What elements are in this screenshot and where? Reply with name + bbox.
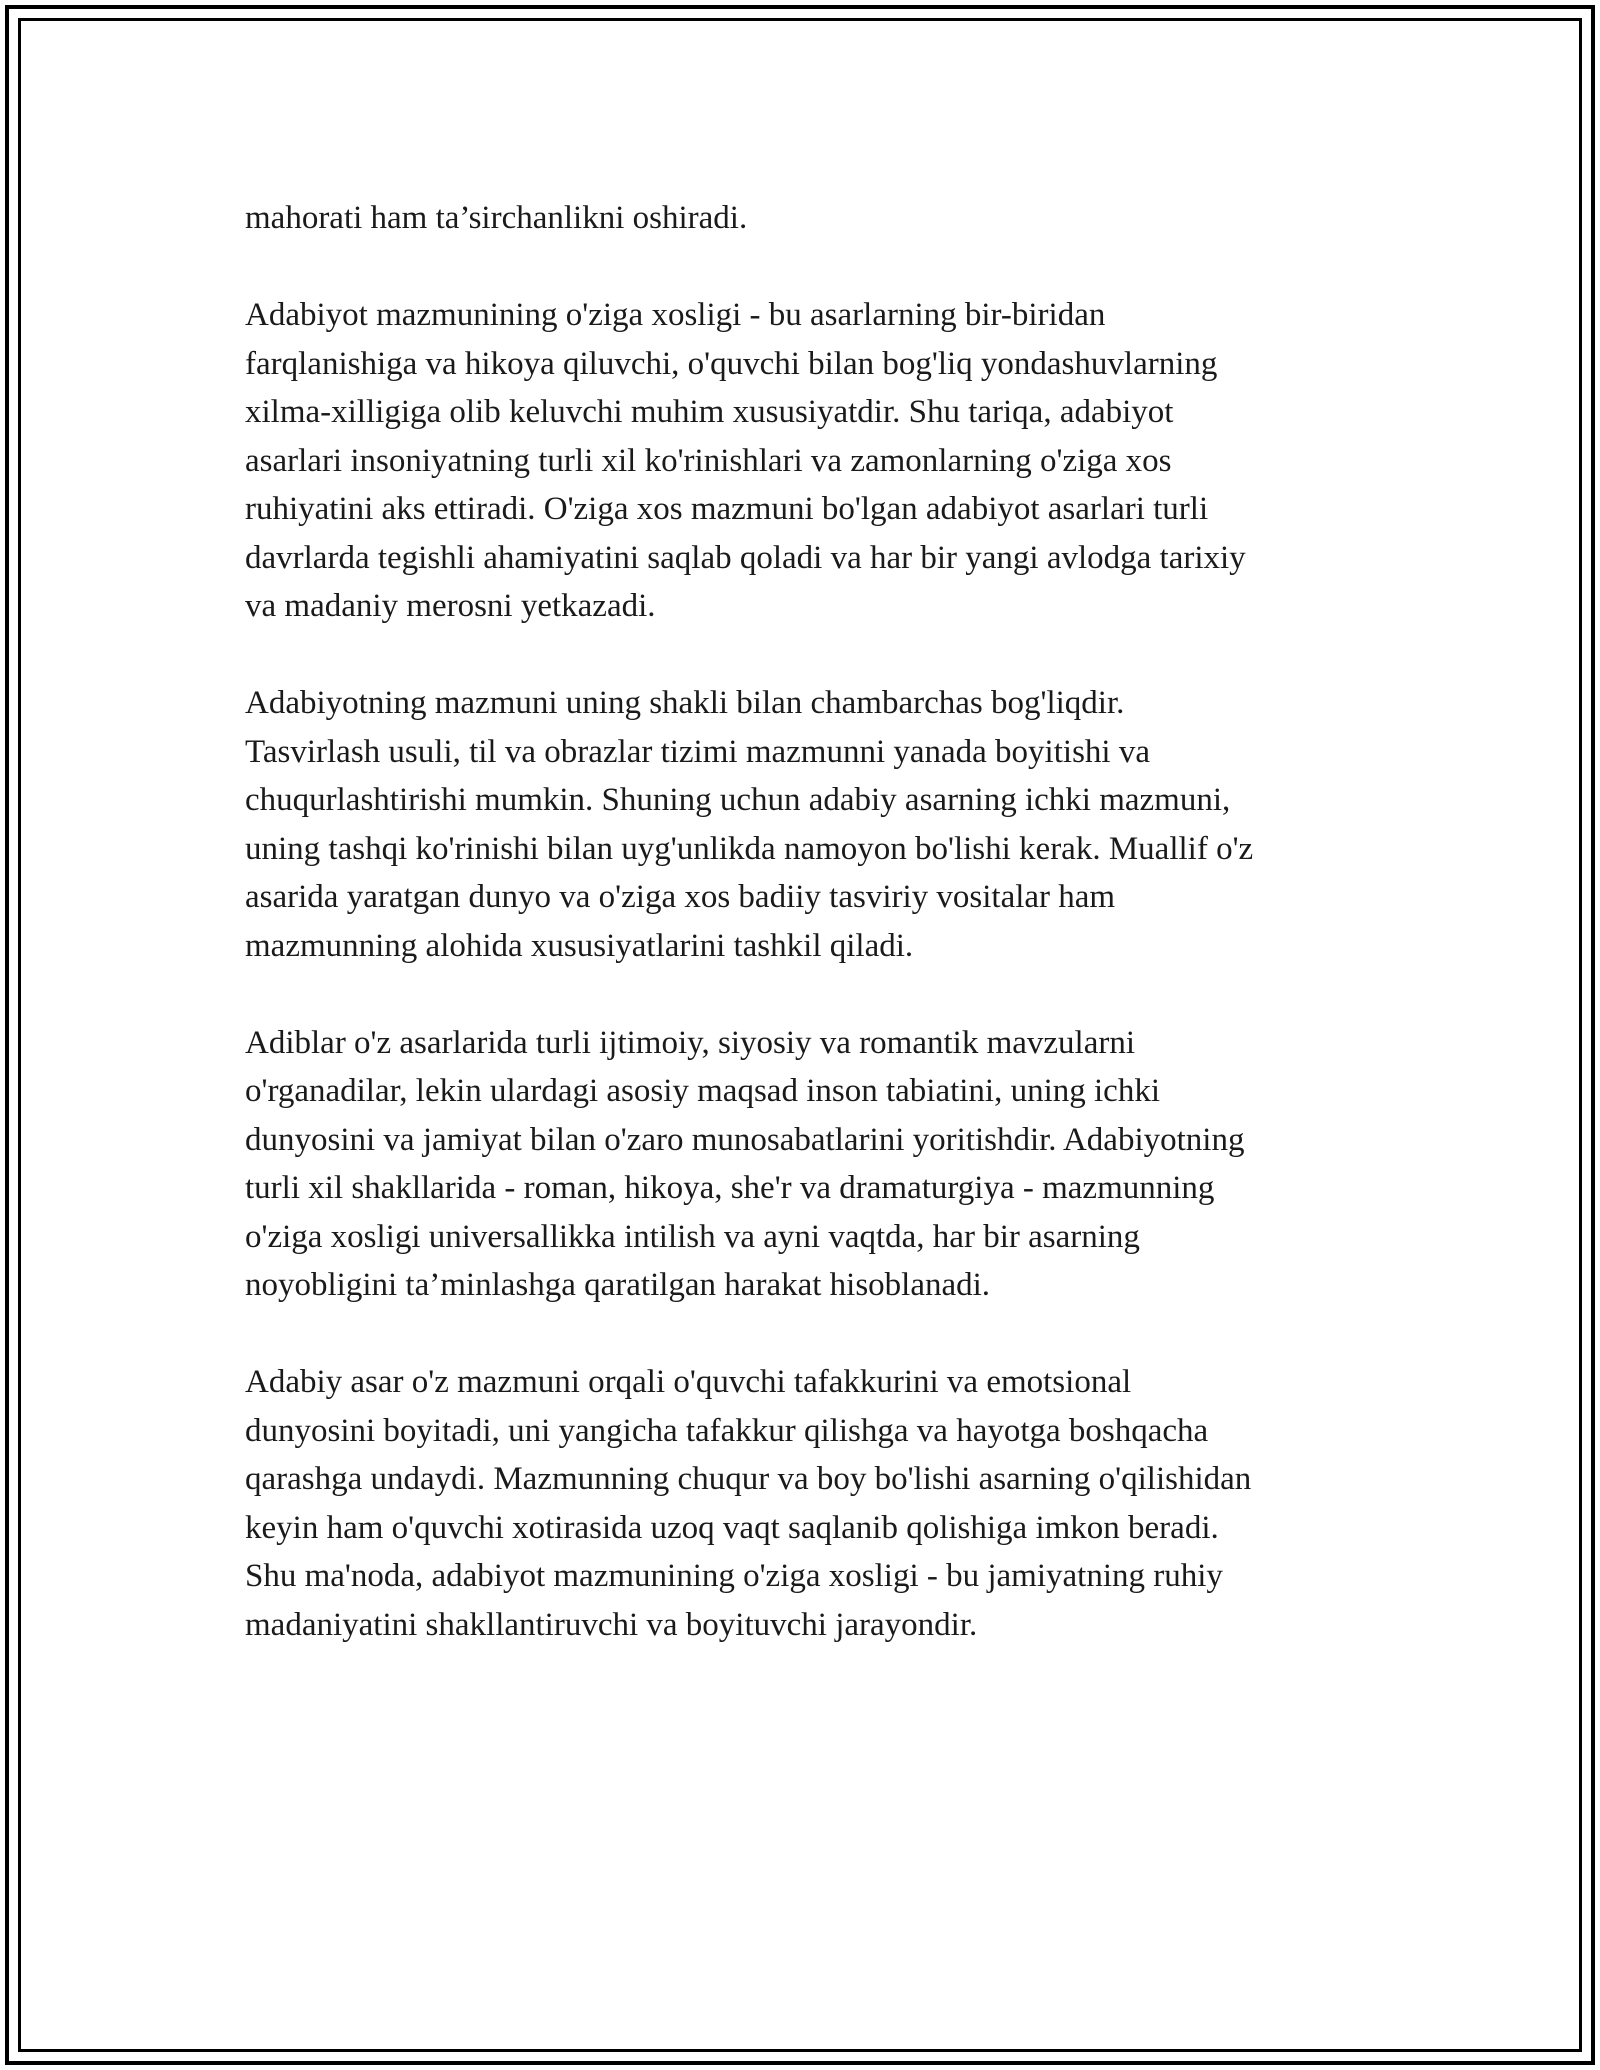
- paragraph-content-and-form: Adabiyotning mazmuni uning shakli bilan chambarchas bog'liqdir. Tasvirlash usuli, til va obrazlar tizimi mazmunni yanada boyitishi va chuqurlashtirishi mumkin. Shuning uchun adabiy asarning ichki mazmuni, uning tashqi ko'rinishi bilan uyg'unlikda namoyon bo'lishi kerak. Muallif o'z asarida yaratgan dunyo va o'ziga xos badiiy tasviriy vositalar ham mazmunning alohida xususiyatlarini tashkil qiladi.: [245, 685, 1254, 964]
- paragraph-continuation: mahorati ham ta’sirchanlikni oshiradi.: [245, 200, 748, 236]
- document-body: [245, 194, 1395, 1698]
- paragraph-content-uniqueness: Adabiyot mazmunining o'ziga xosligi - bu asarlarning bir-biridan farqlanishiga va hikoya qiluvchi, o'quvchi bilan bog'liq yondashuvlarning xilma-xilligiga olib keluvchi muhim xususiyatdir. Shu tariqa, adabiyot asarlari insoniyatning turli xil ko'rinishlari va zamonlarning o'ziga xos ruhiyatini aks ettiradi. O'ziga xos mazmuni bo'lgan adabiyot asarlari turli davrlarda tegishli ahamiyatini saqlab qoladi va har bir yangi avlodga tarixiy va madaniy merosni yetkazadi.: [245, 297, 1246, 624]
- page-border: [5, 5, 1595, 2065]
- paragraph-writers-themes: Adiblar o'z asarlarida turli ijtimoiy, siyosiy va romantik mavzularni o'rganadilar, lekin ulardagi asosiy maqsad inson tabiatini, uning ichki dunyosini va jamiyat bilan o'zaro munosabatlarini yoritishdir. Adabiyotning turli xil shakllarida - roman, hikoya, she'r va dramaturgiya - mazmunning o'ziga xosligi universallikka intilish va ayni vaqtda, har bir asarning noyobligini ta’minlashga qaratilgan harakat hisoblanadi.: [245, 1024, 1245, 1303]
- paragraph-reader-impact: Adabiy asar o'z mazmuni orqali o'quvchi tafakkurini va emotsional dunyosini boyitadi, uni yangicha tafakkur qilishga va hayotga boshqacha qarashga undaydi. Mazmunning chuqur va boy bo'lishi asarning o'qilishidan keyin ham o'quvchi xotirasida uzoq vaqt saqlanib qolishiga imkon beradi. Shu ma'noda, adabiyot mazmunining o'ziga xosligi - bu jamiyatning ruhiy madaniyatini shakllantiruvchi va boyituvchi jarayondir.: [245, 1364, 1252, 1643]
